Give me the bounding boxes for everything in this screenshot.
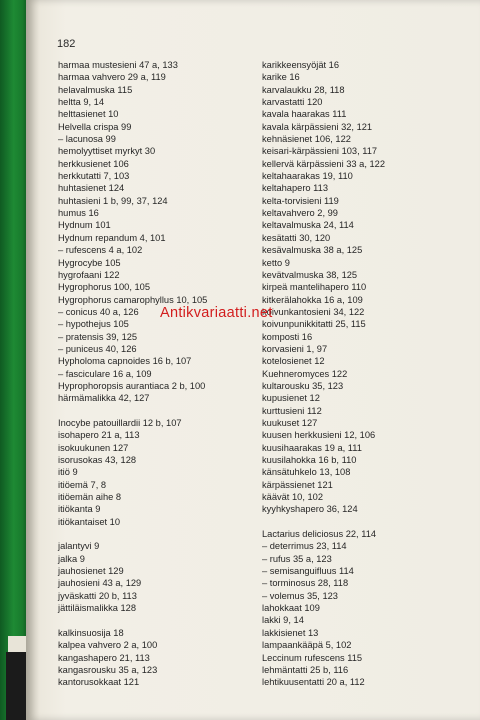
index-entry: helavalmuska 115 bbox=[58, 84, 133, 95]
index-entry: kurttusieni 112 bbox=[262, 405, 322, 416]
index-entry: harmaa mustesieni 47 a, 133 bbox=[58, 60, 178, 70]
index-entry: kangasrousku 35 a, 123 bbox=[58, 664, 158, 675]
index-entry: kotelosienet 12 bbox=[262, 356, 325, 367]
index-entry: Hydnum 101 bbox=[58, 220, 111, 231]
index-entry: kuusen herkkusieni 12, 106 bbox=[262, 430, 376, 441]
index-entry: jyväskatti 20 b, 113 bbox=[58, 590, 137, 601]
index-entry: kavala kärpässieni 32, 121 bbox=[262, 121, 373, 132]
index-entry: jauhosienet 129 bbox=[58, 566, 124, 577]
index-entry: – rufus 35 a, 123 bbox=[262, 553, 332, 564]
index-entry: käävät 10, 102 bbox=[262, 492, 323, 503]
book-page bbox=[26, 0, 480, 720]
index-entry: itiökanta 9 bbox=[58, 504, 101, 515]
index-entry: lahokkaat 109 bbox=[262, 603, 320, 614]
index-entry: Hygrophorus 100, 105 bbox=[58, 282, 150, 293]
index-entry: itiöemä 7, 8 bbox=[58, 479, 107, 490]
index-entry: jalka 9 bbox=[58, 553, 85, 564]
index-entry: korvasieni 1, 97 bbox=[262, 343, 328, 354]
index-entry: herkkutatti 7, 103 bbox=[58, 171, 130, 182]
index-entry: hemolyyttiset myrkyt 30 bbox=[58, 146, 156, 157]
index-entry: kesävalmuska 38 a, 125 bbox=[262, 245, 363, 256]
index-entry: – semisanguifluus 114 bbox=[262, 566, 354, 577]
index-gap bbox=[58, 528, 207, 540]
index-entry: harmaa vahvero 29 a, 119 bbox=[58, 72, 166, 83]
index-gap bbox=[58, 614, 207, 626]
index-entry: jalantyvi 9 bbox=[58, 541, 100, 552]
index-entry: Hydnum repandum 4, 101 bbox=[58, 232, 166, 243]
index-entry: – lacunosa 99 bbox=[58, 134, 116, 145]
index-entry: Hygrophorus camarophyllus 10, 105 bbox=[58, 294, 208, 305]
index-entry: känsätuhkelo 13, 108 bbox=[262, 467, 351, 478]
index-entry: kitkerälahokka 16 a, 109 bbox=[262, 294, 363, 305]
index-entry: ketto 9 bbox=[262, 257, 290, 268]
index-entry: herkkusienet 106 bbox=[58, 158, 129, 169]
index-entry: keltahapero 113 bbox=[262, 183, 328, 194]
index-entry: – rufescens 4 a, 102 bbox=[58, 245, 143, 256]
index-entry: kuusihaarakas 19 a, 111 bbox=[262, 442, 362, 453]
index-entry: hygrofaani 122 bbox=[58, 269, 120, 280]
index-entry: huhtasieni 1 b, 99, 37, 124 bbox=[58, 195, 168, 206]
index-entry: isohapero 21 a, 113 bbox=[58, 430, 140, 441]
index-entry: lehmäntatti 25 b, 116 bbox=[262, 664, 349, 675]
index-entry: – hypothejus 105 bbox=[58, 319, 129, 330]
index-entry: itiö 9 bbox=[58, 467, 78, 478]
index-entry: – volemus 35, 123 bbox=[262, 590, 338, 601]
index-entry: kelta-torvisieni 119 bbox=[262, 195, 339, 206]
index-entry: kesätatti 30, 120 bbox=[262, 232, 331, 243]
index-entry: keltahaarakas 19, 110 bbox=[262, 171, 353, 182]
index-entry: lakki 9, 14 bbox=[262, 615, 304, 626]
index-entry: Inocybe patouillardii 12 b, 107 bbox=[58, 417, 182, 428]
index-entry: Helvella crispa 99 bbox=[58, 121, 132, 132]
index-entry: helttasienet 10 bbox=[58, 109, 119, 120]
index-column-right bbox=[262, 59, 385, 689]
index-column-left bbox=[58, 59, 207, 689]
index-entry: huhtasienet 124 bbox=[58, 183, 125, 194]
index-entry: koivunkantosieni 34, 122 bbox=[262, 306, 365, 317]
index-entry: kupusienet 12 bbox=[262, 393, 320, 404]
index-entry: kevätvalmuska 38, 125 bbox=[262, 269, 358, 280]
index-entry: karike 16 bbox=[262, 72, 300, 83]
index-entry: kultarousku 35, 123 bbox=[262, 380, 344, 391]
index-entry: itiöemän aihe 8 bbox=[58, 492, 122, 503]
index-entry: – torminosus 28, 118 bbox=[262, 578, 349, 589]
index-entry: keltavahvero 2, 99 bbox=[262, 208, 338, 219]
index-entry: – puniceus 40, 126 bbox=[58, 343, 137, 354]
page-number: 182 bbox=[57, 38, 76, 50]
index-entry: kyyhkyshapero 36, 124 bbox=[262, 504, 358, 515]
index-entry: koivunpunikkitatti 25, 115 bbox=[262, 319, 366, 330]
index-entry: Lactarius deliciosus 22, 114 bbox=[262, 529, 377, 540]
index-gap bbox=[58, 405, 207, 417]
index-entry: kuukuset 127 bbox=[262, 417, 318, 428]
index-entry: lampaankääpä 5, 102 bbox=[262, 640, 352, 651]
index-entry: isokuukunen 127 bbox=[58, 442, 129, 453]
index-entry: jättiläismalikka 128 bbox=[58, 603, 137, 614]
index-entry: – conicus 40 a, 126 bbox=[58, 306, 139, 317]
index-entry: kärpässienet 121 bbox=[262, 479, 333, 490]
watermark: Antikvariaatti.net bbox=[160, 305, 273, 321]
index-entry: kellervä kärpässieni 33 a, 122 bbox=[262, 158, 385, 169]
index-entry: kantorusokkaat 121 bbox=[58, 677, 140, 688]
index-entry: kalpea vahvero 2 a, 100 bbox=[58, 640, 158, 651]
index-entry: keisari-kärpässieni 103, 117 bbox=[262, 146, 378, 157]
index-gap bbox=[262, 516, 385, 528]
index-entry: – fasciculare 16 a, 109 bbox=[58, 368, 152, 379]
index-entry: – deterrimus 23, 114 bbox=[262, 541, 347, 552]
index-entry: Hypholoma capnoides 16 b, 107 bbox=[58, 356, 192, 367]
index-entry: heltta 9, 14 bbox=[58, 97, 105, 108]
index-entry: keltavalmuska 24, 114 bbox=[262, 220, 354, 231]
index-entry: itiökantaiset 10 bbox=[58, 516, 121, 527]
index-entry: Kuehneromyces 122 bbox=[262, 368, 348, 379]
index-entry: lehtikuusentatti 20 a, 112 bbox=[262, 677, 365, 688]
index-entry: karikkeensyöjät 16 bbox=[262, 60, 339, 70]
index-entry: Leccinum rufescens 115 bbox=[262, 652, 363, 663]
index-entry: Hygrocybe 105 bbox=[58, 257, 121, 268]
index-entry: kangashapero 21, 113 bbox=[58, 652, 150, 663]
index-entry: humus 16 bbox=[58, 208, 99, 219]
index-entry: isorusokas 43, 128 bbox=[58, 455, 137, 465]
index-entry: kalkinsuosija 18 bbox=[58, 627, 124, 638]
index-entry: kehnäsienet 106, 122 bbox=[262, 134, 351, 145]
index-entry: lakkisienet 13 bbox=[262, 627, 319, 638]
index-entry: jauhosieni 43 a, 129 bbox=[58, 578, 142, 589]
index-entry: karvalaukku 28, 118 bbox=[262, 84, 345, 95]
index-entry: kuusilahokka 16 b, 110 bbox=[262, 455, 357, 465]
index-entry: kirpeä mantelihapero 110 bbox=[262, 282, 367, 293]
index-entry: komposti 16 bbox=[262, 331, 313, 342]
index-entry: – pratensis 39, 125 bbox=[58, 331, 138, 342]
index-entry: kavala haarakas 111 bbox=[262, 109, 347, 120]
index-entry: härmämalikka 42, 127 bbox=[58, 393, 150, 404]
index-entry: Hyprophoropsis aurantiaca 2 b, 100 bbox=[58, 380, 206, 391]
index-entry: karvastatti 120 bbox=[262, 97, 323, 108]
